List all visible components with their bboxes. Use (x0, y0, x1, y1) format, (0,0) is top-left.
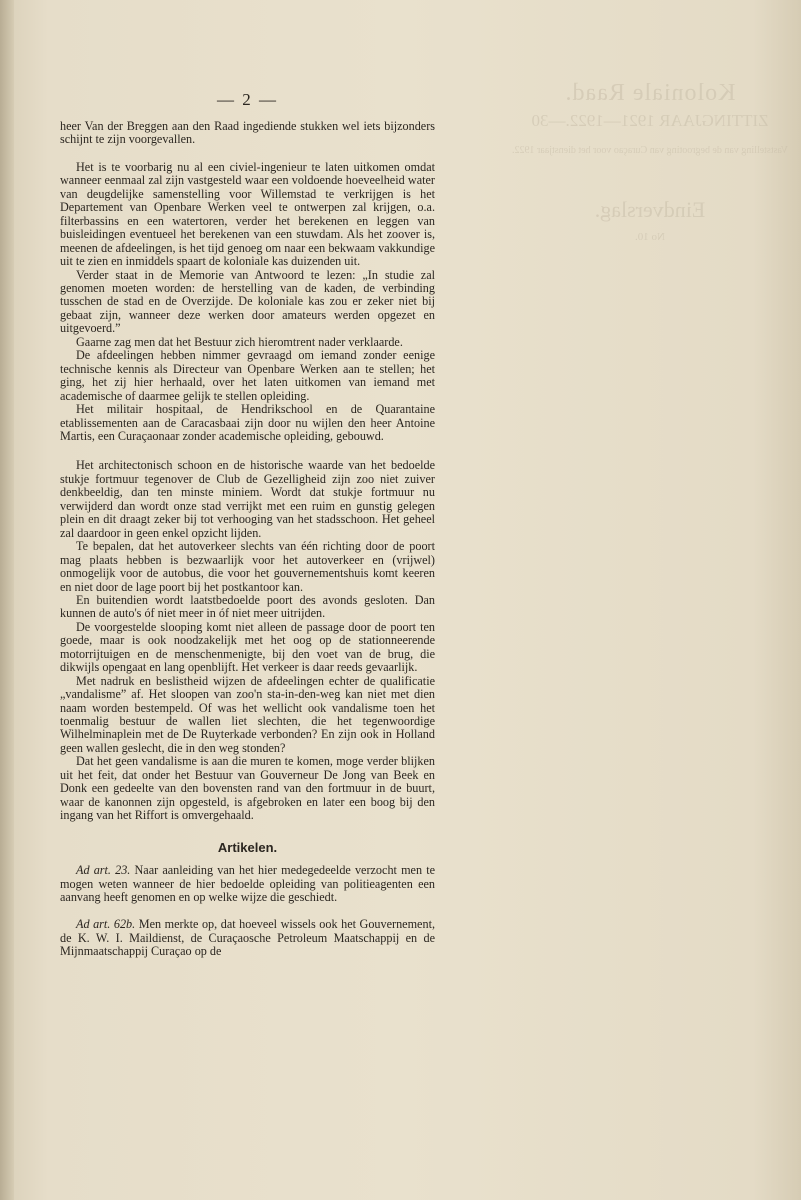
paragraph-10: De voorgestelde slooping komt niet alleen de passage door de poort ten goede, maar is ook noodzakelijk met het oog op de stationneerende motorrijtuigen en de menschenmenigte, bij den voet van de brug, die dikwijls opengaat en lang openblijft. Het verkeer is daar reeds gevaarlijk. (60, 619, 435, 675)
article-23 (60, 864, 435, 904)
body-text (60, 120, 435, 959)
paragraph-12: Dat het geen vandalisme is aan die muren te komen, moge verder blijken uit het feit, dat onder het Bestuur van Gouverneur De Jong van Beek en Donk een gedeelte van den bovensten rand van den fortmuur in de buurt, waar de kanonnen zijn opgesteld, is afgebroken en later een boog bij den ingang van het Riffort is omvergehaald. (60, 754, 435, 823)
bleed-line-4: Eindverslag. (594, 197, 706, 222)
paragraph-11: Met nadruk en beslistheid wijzen de afdeelingen echter de qualificatie „vandalisme” af. Het sloopen van zoo'n sta-in-den-weg kan niet met dien naam worden bestempeld. Of was het wellicht ook vandalisme toen het toenmalig bestuur de wallen liet slechten, die het tegenwoordige Wilhelminaplein met de De Ruyterkade verbonden? En zijn ook in Holland geen wallen geslecht, die in den weg stonden? (60, 673, 435, 755)
paragraph-1: heer Van der Breggen aan den Raad ingediende stukken wel iets bijzonders schijnt te zijn voorgevallen. (60, 119, 435, 147)
article-text: Naar aanleiding van het hier medegedeelde verzocht men te mogen weten wanneer de hier bedoelde opleiding van politieagenten een aanvang heeft genomen en op welke wijze die geschiedt. (60, 863, 435, 905)
article-ref: Ad art. 23. (76, 863, 131, 878)
paragraph-9: En buitendien wordt laatstbedoelde poort des avonds gesloten. Dan kunnen de auto's óf niet meer in óf niet meer uitrijden. (60, 592, 435, 621)
binding-edge (0, 0, 14, 1200)
paragraph-7: Het architectonisch schoon en de historische waarde van het bedoelde stukje fortmuur tegenover de Club de Gezelligheid zijn zoo niet zuiver denkbeeldig, dan ten minste miniem. Wordt dat stukje fortmuur nu verwijderd dan wordt onze stad verrijkt met een ruim en gunstig gelegen plein en dit draagt zeker bij tot verhooging van het stadsschoon. Het geheel zal daardoor in geen enkel opzicht lijden. (60, 458, 435, 540)
paragraph-4: Gaarne zag men dat het Bestuur zich hieromtrent nader verklaarde. (76, 334, 403, 349)
bleed-line-1: Koloniale Raad. (564, 80, 736, 106)
section-heading: Artikelen. (217, 839, 278, 855)
article-ref: Ad art. 62b. (76, 917, 136, 932)
bleed-line-2: ZITTINGJAAR 1921—1922.—30 (531, 111, 769, 130)
bleed-line-5: No 10. (635, 231, 665, 243)
paragraph-2: Het is te voorbarig nu al een civiel-ingenieur te laten uitkomen omdat wanneer eenmaal zal zijn vastgesteld waar een voldoende hoeveelheid water van deugdelijke samenstelling voor Willemstad te verkrijgen is het Departement van Openbare Werken veel te ontwerpen zal krijgen, o.a. filterbassins en een watertoren, verder het berekenen en leggen van buisleidingen eventueel het berekenen van een stuwdam. Als het zoover is, meenen de afdeelingen, is het tijd genoeg om naar een bekwaam vakkundige uit te zien en inmiddels spaart de koloniale kas duizenden uit. (60, 159, 435, 269)
page-number: — 2 — (217, 90, 278, 109)
article-text: Men merkte op, dat hoeveel wissels ook het Gouvernement, de K. W. I. Maildienst, de Curaçaosche Petroleum Maatschappij en de Mijnmaatschappij Curaçao op de (60, 917, 435, 959)
bleed-through-text (505, 80, 795, 243)
bleed-line-3: Vaststelling van de begrooting van Curaçao voor het dienstjaar 1922. (511, 145, 789, 156)
paragraph-3: Verder staat in de Memorie van Antwoord te lezen: „In studie zal genomen moeten worden: de herstelling van de kaden, de verbinding tusschen de stad en de Overzijde. De koloniale kas zou er zeker niet bij gebaat zijn, wanneer deze werken door amateurs werden opgezet en uitgevoerd.” (60, 267, 435, 336)
paragraph-5: De afdeelingen hebben nimmer gevraagd om iemand zonder eenige technische kennis als Directeur van Openbare Werken aan te stellen; het ging, het zij hier herhaald, over het laten uitkomen van iemand met academische of daarmee gelijk te stellen opleiding. (60, 348, 435, 403)
paragraph-8: Te bepalen, dat het autoverkeer slechts van één richting door de poort mag plaats hebben is bezwaarlijk voor het autoverkeer en (vrijwel) onmogelijk voor de autobus, die voor het gouvernementshuis komt keeren en niet door de lage poort bij het postkantoor kan. (60, 539, 435, 594)
paragraph-6: Het militair hospitaal, de Hendrikschool en de Quarantaine etablissementen aan de Caracasbaai zijn door nu wijlen den heer Antoine Martis, een Curaçaonaar zonder academische opleiding, gebouwd. (60, 402, 435, 443)
article-62b (60, 918, 435, 958)
